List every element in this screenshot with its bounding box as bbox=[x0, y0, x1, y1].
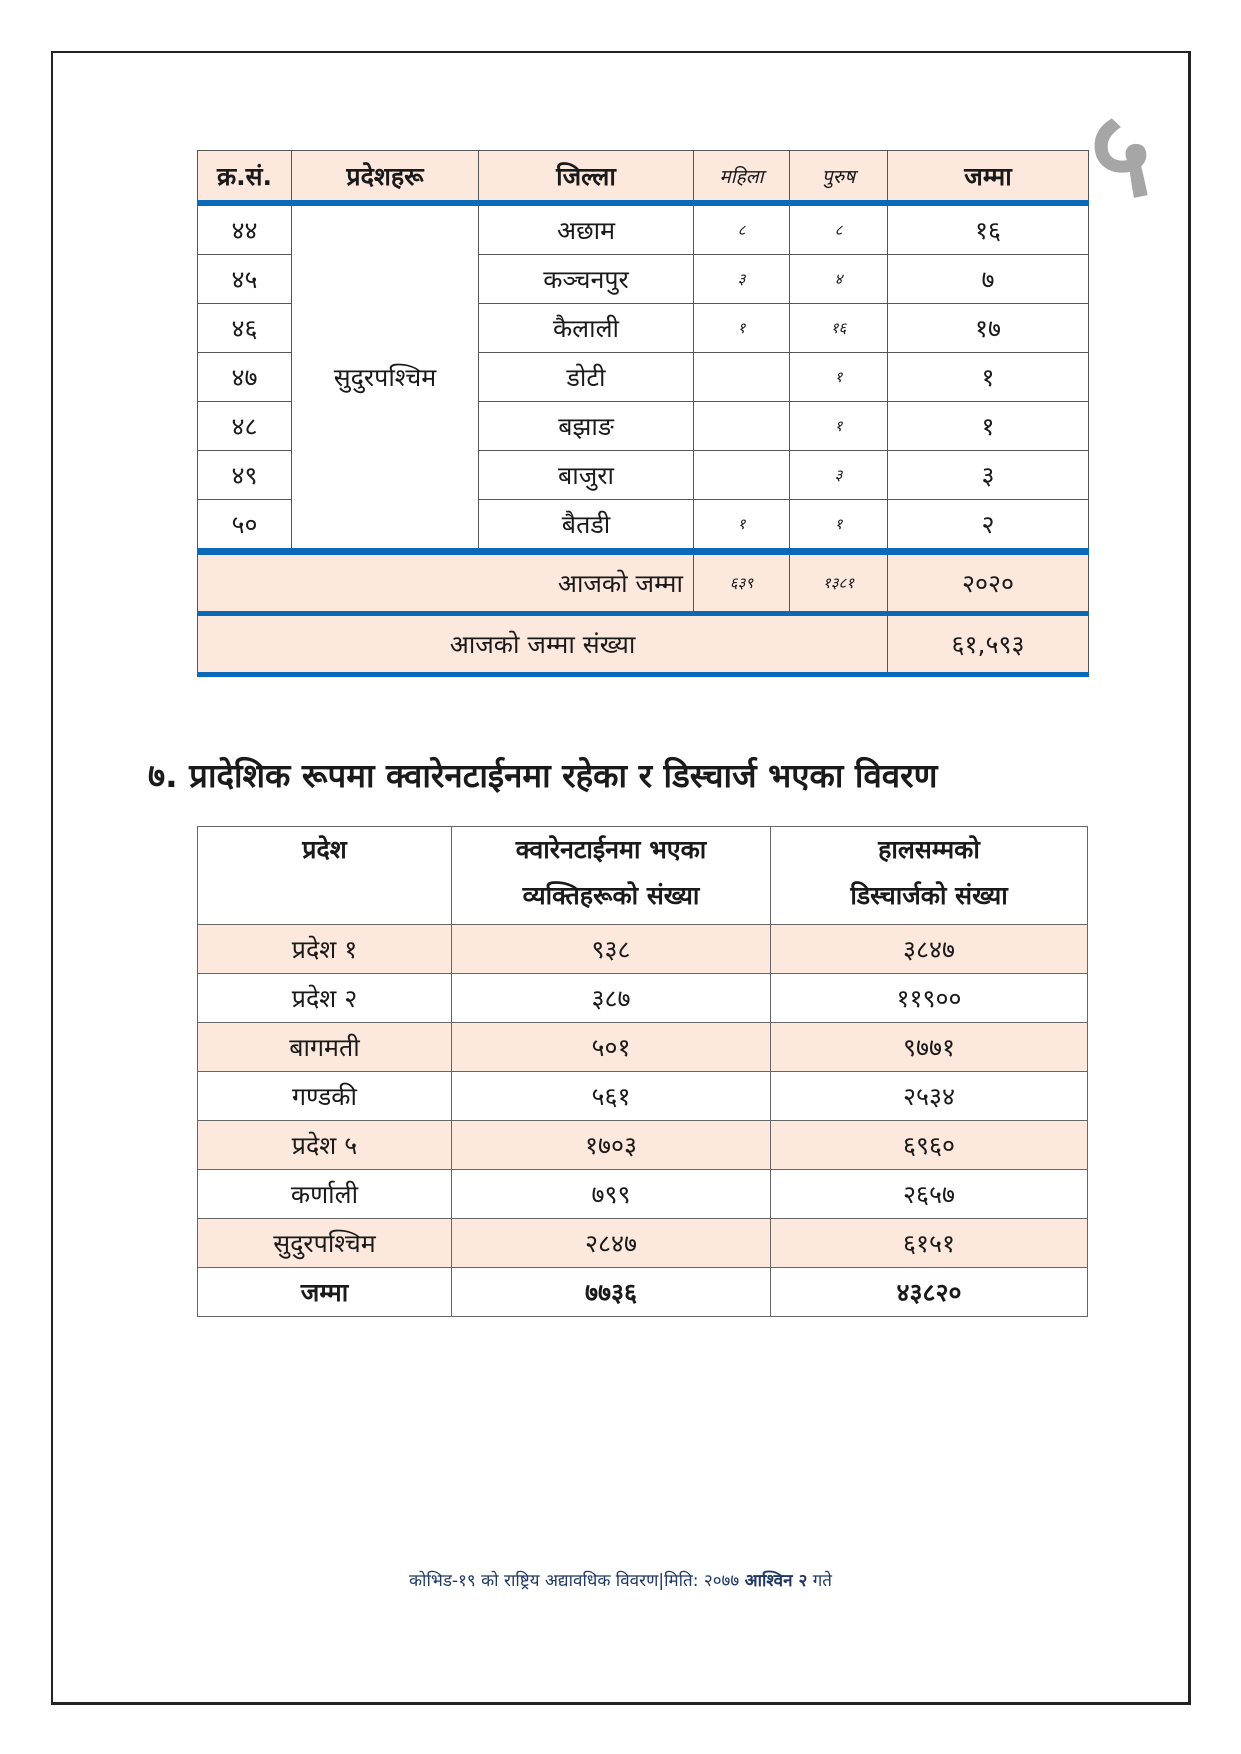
total-discharged: ४३८२० bbox=[771, 1268, 1088, 1317]
header-quarantine-line2: व्यक्तिहरूको संख्या bbox=[522, 881, 700, 910]
district-cell: बाजुरा bbox=[479, 451, 694, 500]
discharged-cell: २६५७ bbox=[771, 1170, 1088, 1219]
discharged-cell: ६९६० bbox=[771, 1121, 1088, 1170]
serial-cell: ४४ bbox=[198, 203, 292, 255]
female-cell: ८ bbox=[694, 203, 790, 255]
total-cell: ७ bbox=[888, 255, 1089, 304]
header-serial: क्र.सं. bbox=[198, 151, 292, 204]
table-header-row bbox=[198, 827, 1088, 925]
header-province-label: प्रदेश bbox=[302, 835, 347, 864]
today-total-male: १३८१ bbox=[790, 552, 888, 614]
male-cell: ८ bbox=[790, 203, 888, 255]
serial-cell: ४७ bbox=[198, 353, 292, 402]
page-number: ५ bbox=[1090, 85, 1152, 223]
total-cell: १६ bbox=[888, 203, 1089, 255]
province-cell: गण्डकी bbox=[198, 1072, 452, 1121]
header-discharged-line2: डिस्चार्जको संख्या bbox=[850, 881, 1008, 910]
header-province bbox=[198, 827, 452, 925]
today-total-female: ६३९ bbox=[694, 552, 790, 614]
header-quarantine-line1: क्वारेनटाईनमा भएका bbox=[515, 835, 707, 864]
total-cell: १ bbox=[888, 402, 1089, 451]
table-row bbox=[198, 1170, 1088, 1219]
today-total-label: आजको जम्मा bbox=[198, 552, 694, 614]
province-cell: प्रदेश १ bbox=[198, 925, 452, 974]
female-cell bbox=[694, 402, 790, 451]
table-row bbox=[198, 1219, 1088, 1268]
header-province: प्रदेशहरू bbox=[292, 151, 479, 204]
grand-total-value: ६१,५९३ bbox=[888, 614, 1089, 675]
today-total-value: २०२० bbox=[888, 552, 1089, 614]
female-cell: १ bbox=[694, 304, 790, 353]
discharged-cell: २५३४ bbox=[771, 1072, 1088, 1121]
province-cell: प्रदेश ५ bbox=[198, 1121, 452, 1170]
province-cell: कर्णाली bbox=[198, 1170, 452, 1219]
female-cell: १ bbox=[694, 500, 790, 552]
district-cell: बझाङ bbox=[479, 402, 694, 451]
male-cell: १ bbox=[790, 402, 888, 451]
male-cell: १ bbox=[790, 500, 888, 552]
province-cell: सुदुरपश्चिम bbox=[292, 203, 479, 552]
province-cell: सुदुरपश्चिम bbox=[198, 1219, 452, 1268]
grand-total-label: आजको जम्मा संख्या bbox=[198, 614, 888, 675]
footer-end: गते bbox=[812, 1571, 832, 1591]
district-cell: डोटी bbox=[479, 353, 694, 402]
quarantine-cell: ५०१ bbox=[452, 1023, 771, 1072]
header-female: महिला bbox=[694, 151, 790, 204]
footer-text: कोभिड-१९ को राष्ट्रिय अद्यावधिक विवरण|मिति: २०७७ bbox=[409, 1571, 740, 1591]
serial-cell: ४८ bbox=[198, 402, 292, 451]
male-cell: १ bbox=[790, 353, 888, 402]
female-cell bbox=[694, 353, 790, 402]
district-cell: बैतडी bbox=[479, 500, 694, 552]
header-district: जिल्ला bbox=[479, 151, 694, 204]
male-cell: १६ bbox=[790, 304, 888, 353]
total-cell: २ bbox=[888, 500, 1089, 552]
district-cell: कञ्चनपुर bbox=[479, 255, 694, 304]
total-cell: १ bbox=[888, 353, 1089, 402]
header-total: जम्मा bbox=[888, 151, 1089, 204]
serial-cell: ४५ bbox=[198, 255, 292, 304]
female-cell: ३ bbox=[694, 255, 790, 304]
discharged-cell: ३८४७ bbox=[771, 925, 1088, 974]
total-cell: १७ bbox=[888, 304, 1089, 353]
footer-month: आश्विन २ bbox=[744, 1571, 808, 1591]
quarantine-cell: १७०३ bbox=[452, 1121, 771, 1170]
province-cell: बागमती bbox=[198, 1023, 452, 1072]
total-row bbox=[198, 1268, 1088, 1317]
serial-cell: ५० bbox=[198, 500, 292, 552]
district-cell: अछाम bbox=[479, 203, 694, 255]
total-quarantine: ७७३६ bbox=[452, 1268, 771, 1317]
header-quarantine bbox=[452, 827, 771, 925]
page-footer bbox=[0, 1568, 1241, 1591]
header-discharged-line1: हालसम्मको bbox=[878, 835, 980, 864]
table-row bbox=[198, 1023, 1088, 1072]
quarantine-cell: ९३८ bbox=[452, 925, 771, 974]
table-header-row bbox=[198, 151, 1089, 204]
quarantine-cell: २८४७ bbox=[452, 1219, 771, 1268]
district-cell: कैलाली bbox=[479, 304, 694, 353]
female-cell bbox=[694, 451, 790, 500]
district-cases-table bbox=[197, 150, 1089, 677]
male-cell: ३ bbox=[790, 451, 888, 500]
province-cell: प्रदेश २ bbox=[198, 974, 452, 1023]
today-total-row bbox=[198, 552, 1089, 614]
discharged-cell: ६१५१ bbox=[771, 1219, 1088, 1268]
table-row bbox=[198, 203, 1089, 255]
quarantine-cell: ७९९ bbox=[452, 1170, 771, 1219]
table-row bbox=[198, 1072, 1088, 1121]
header-discharged bbox=[771, 827, 1088, 925]
total-cell: ३ bbox=[888, 451, 1089, 500]
discharged-cell: ११९०० bbox=[771, 974, 1088, 1023]
header-male: पुरुष bbox=[790, 151, 888, 204]
grand-total-row bbox=[198, 614, 1089, 675]
quarantine-cell: ५६१ bbox=[452, 1072, 771, 1121]
male-cell: ४ bbox=[790, 255, 888, 304]
section-heading: ७. प्रादेशिक रूपमा क्वारेनटाईनमा रहेका र डिस्चार्ज भएका विवरण bbox=[148, 756, 938, 795]
serial-cell: ४६ bbox=[198, 304, 292, 353]
serial-cell: ४९ bbox=[198, 451, 292, 500]
table-row bbox=[198, 974, 1088, 1023]
table-row bbox=[198, 1121, 1088, 1170]
quarantine-discharge-table bbox=[197, 826, 1088, 1317]
table-row bbox=[198, 925, 1088, 974]
discharged-cell: ९७७१ bbox=[771, 1023, 1088, 1072]
quarantine-cell: ३८७ bbox=[452, 974, 771, 1023]
total-label: जम्मा bbox=[198, 1268, 452, 1317]
